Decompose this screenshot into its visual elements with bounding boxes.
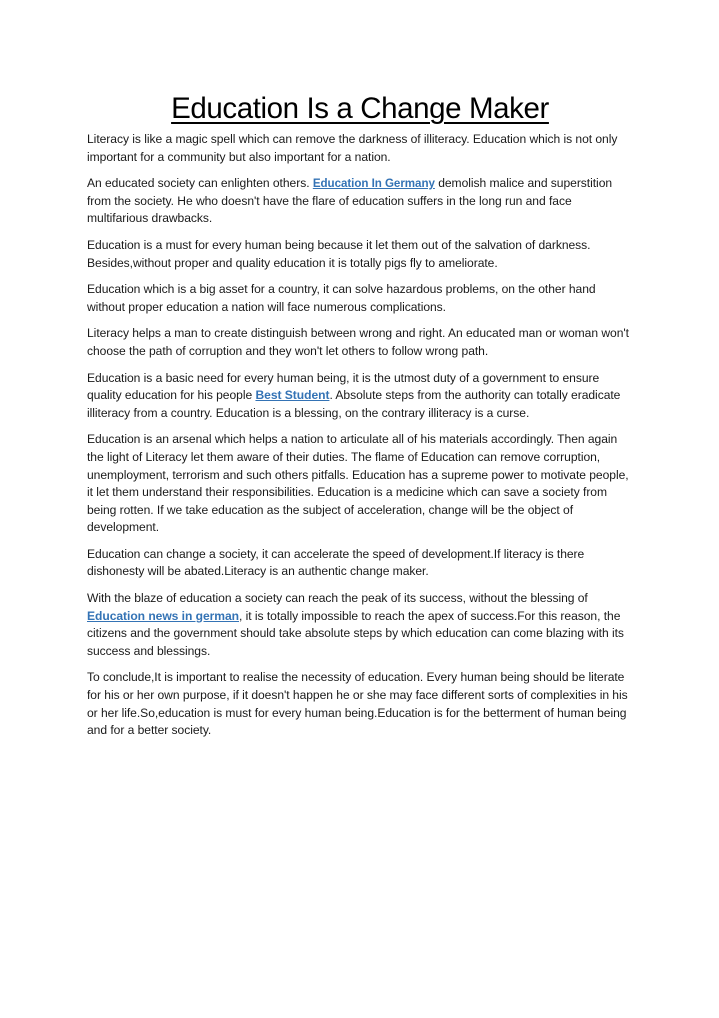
education-news-in-german-link[interactable]: Education news in german — [87, 608, 240, 623]
paragraph-text: An educated society can enlighten others. — [87, 176, 313, 191]
paragraph-basic-need — [87, 370, 633, 423]
paragraph-text: To conclude,It is important to realise the necessity of education. Every human being should be literate for his or her own purpose, if it doesn't happen he or she may face different sorts of complexities in his or her life.So,education is must for every human being.Education is for the betterment of human being and for a better society. — [87, 670, 628, 738]
paragraph-change-society — [87, 546, 633, 581]
paragraph-asset — [87, 281, 633, 316]
paragraph-text: Education is a must for every human being because it let them out of the salvation of darkness. Besides,without proper and quality education it is totally pigs fly to ameliorate. — [87, 237, 591, 270]
paragraph-text: demolish malice and superstition from the society. He who doesn't have the flare of education suffers in the long run and face multifarious drawbacks. — [87, 176, 613, 226]
paragraph-conclusion — [87, 669, 633, 739]
education-in-germany-link[interactable]: Education In Germany — [312, 177, 435, 191]
paragraph-blaze — [87, 590, 633, 660]
best-student-link[interactable]: Best Student — [255, 388, 330, 403]
paragraph-literacy-helps — [87, 325, 633, 360]
paragraph-intro — [87, 131, 633, 166]
paragraph-arsenal — [87, 431, 633, 537]
paragraph-text: Education is an arsenal which helps a nation to articulate all of his materials accordingly. Then again the light of Literacy let them aware of their duties. The flame of Education can remove corruption, unemployment, terrorism and such others pitfalls. Education has a supreme power to motivate people, it let them understand their responsibilities. Education is a medicine which can save a society from being rotten. If we take education as the subject of acceleration, change will be the object of development. — [87, 432, 629, 535]
paragraph-text: Education can change a society, it can accelerate the speed of development.If literacy is there dishonesty will be abated.Literacy is an authentic change maker. — [87, 546, 585, 579]
paragraph-text: , it is totally impossible to reach the apex of success.For this reason, the citizens and the government should take absolute steps by which education can come blazing with its success and blessings. — [87, 608, 624, 658]
paragraph-educated-society — [87, 175, 633, 228]
paragraph-text: Education is a basic need for every human being, it is the utmost duty of a government to ensure quality education for his people — [87, 370, 600, 403]
paragraph-text: With the blaze of education a society can reach the peak of its success, without the blessing of — [87, 591, 588, 606]
paragraph-text: Literacy helps a man to create distinguish between wrong and right. An educated man or woman won't choose the path of corruption and they won't let others to follow wrong path. — [87, 326, 629, 358]
paragraph-text: Education which is a big asset for a country, it can solve hazardous problems, on the other hand without proper education a nation will face numerous complications. — [87, 282, 596, 314]
paragraph-text: Literacy is like a magic spell which can remove the darkness of illiteracy. Education which is not only important for a community but also important for a nation. — [87, 132, 618, 164]
paragraph-text: . Absolute steps from the authority can totally eradicate illiteracy from a country. Education is a blessing, on the contrary illiteracy is a curse. — [87, 388, 621, 420]
paragraph-must — [87, 237, 633, 272]
document-title: Education Is a Change Maker — [171, 92, 549, 125]
